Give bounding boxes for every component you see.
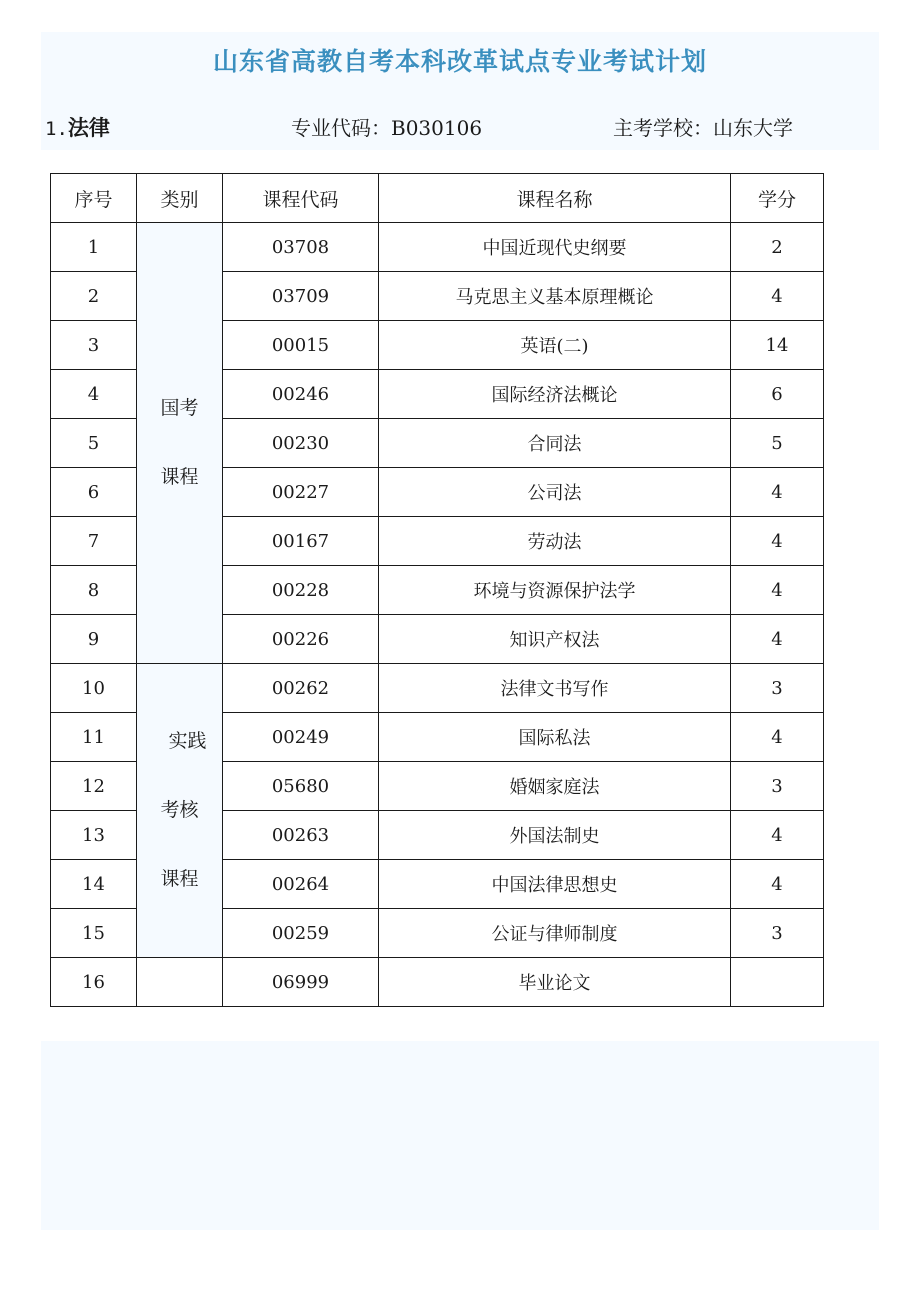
exam-plan-table: [50, 173, 824, 1007]
course-credit: 4: [731, 566, 824, 615]
course-code: 00227: [223, 468, 379, 517]
course-code: 00226: [223, 615, 379, 664]
course-credit: [731, 958, 824, 1007]
course-credit: 4: [731, 860, 824, 909]
course-code: 00015: [223, 321, 379, 370]
category-empty: [137, 958, 223, 1007]
course-name: 毕业论文: [379, 958, 731, 1007]
row-no: 6: [51, 468, 137, 517]
course-credit: 14: [731, 321, 824, 370]
row-no: 14: [51, 860, 137, 909]
category-line: 实践: [168, 730, 207, 753]
course-name: 中国近现代史纲要: [379, 223, 731, 272]
header-course-name: 课程名称: [379, 174, 731, 223]
row-no: 1: [51, 223, 137, 272]
header-category: 类别: [137, 174, 223, 223]
course-name: 国际私法: [379, 713, 731, 762]
row-no: 3: [51, 321, 137, 370]
row-no: 5: [51, 419, 137, 468]
course-code: 05680: [223, 762, 379, 811]
table-row: [51, 223, 824, 272]
course-name: 英语(二): [379, 321, 731, 370]
course-credit: 3: [731, 664, 824, 713]
row-no: 9: [51, 615, 137, 664]
header-credit: 学分: [731, 174, 824, 223]
row-no: 12: [51, 762, 137, 811]
row-no: 8: [51, 566, 137, 615]
course-code: 00230: [223, 419, 379, 468]
course-credit: 4: [731, 615, 824, 664]
course-credit: 5: [731, 419, 824, 468]
major-title: [45, 112, 110, 142]
course-credit: 3: [731, 909, 824, 958]
row-no: 16: [51, 958, 137, 1007]
category-line: 课程: [160, 466, 199, 488]
row-no: 10: [51, 664, 137, 713]
table-row: [51, 958, 824, 1007]
course-name: 国际经济法概论: [379, 370, 731, 419]
host-school: 主考学校：山东大学: [613, 116, 793, 140]
major-name: 法律: [67, 116, 110, 140]
row-no: 4: [51, 370, 137, 419]
course-name: 公司法: [379, 468, 731, 517]
course-name: 公证与律师制度: [379, 909, 731, 958]
course-name: 法律文书写作: [379, 664, 731, 713]
header-course-code: 课程代码: [223, 174, 379, 223]
course-name: 婚姻家庭法: [379, 762, 731, 811]
row-no: 15: [51, 909, 137, 958]
course-credit: 4: [731, 517, 824, 566]
course-name: 知识产权法: [379, 615, 731, 664]
category-line: 课程: [160, 867, 199, 890]
course-name: 环境与资源保护法学: [379, 566, 731, 615]
course-credit: 4: [731, 468, 824, 517]
course-credit: 6: [731, 370, 824, 419]
course-code: 00264: [223, 860, 379, 909]
row-no: 7: [51, 517, 137, 566]
course-name: 合同法: [379, 419, 731, 468]
course-name: 劳动法: [379, 517, 731, 566]
course-code: 06999: [223, 958, 379, 1007]
category-practical-exam: [137, 664, 223, 958]
course-name: 马克思主义基本原理概论: [379, 272, 731, 321]
course-credit: 4: [731, 713, 824, 762]
course-code: 00262: [223, 664, 379, 713]
course-name: 外国法制史: [379, 811, 731, 860]
header-panel: [41, 32, 879, 150]
row-no: 2: [51, 272, 137, 321]
course-code: 00167: [223, 517, 379, 566]
course-code: 03708: [223, 223, 379, 272]
course-code: 00249: [223, 713, 379, 762]
category-line: 国考: [160, 397, 199, 420]
category-national-exam: [137, 223, 223, 664]
category-line: 考核: [160, 799, 199, 822]
course-credit: 4: [731, 272, 824, 321]
course-code: 00228: [223, 566, 379, 615]
major-number: 1.: [45, 118, 68, 140]
course-code: 03709: [223, 272, 379, 321]
header-no: 序号: [51, 174, 137, 223]
footer-panel: [41, 1041, 879, 1230]
page-title: 山东省高教自考本科改革试点专业考试计划: [212, 47, 707, 76]
major-code: 专业代码：B030106: [291, 116, 483, 140]
table-row: [51, 664, 824, 713]
course-credit: 4: [731, 811, 824, 860]
course-code: 00263: [223, 811, 379, 860]
course-name: 中国法律思想史: [379, 860, 731, 909]
course-credit: 2: [731, 223, 824, 272]
course-credit: 3: [731, 762, 824, 811]
row-no: 11: [51, 713, 137, 762]
course-code: 00246: [223, 370, 379, 419]
course-code: 00259: [223, 909, 379, 958]
row-no: 13: [51, 811, 137, 860]
table-header-row: [51, 174, 824, 223]
